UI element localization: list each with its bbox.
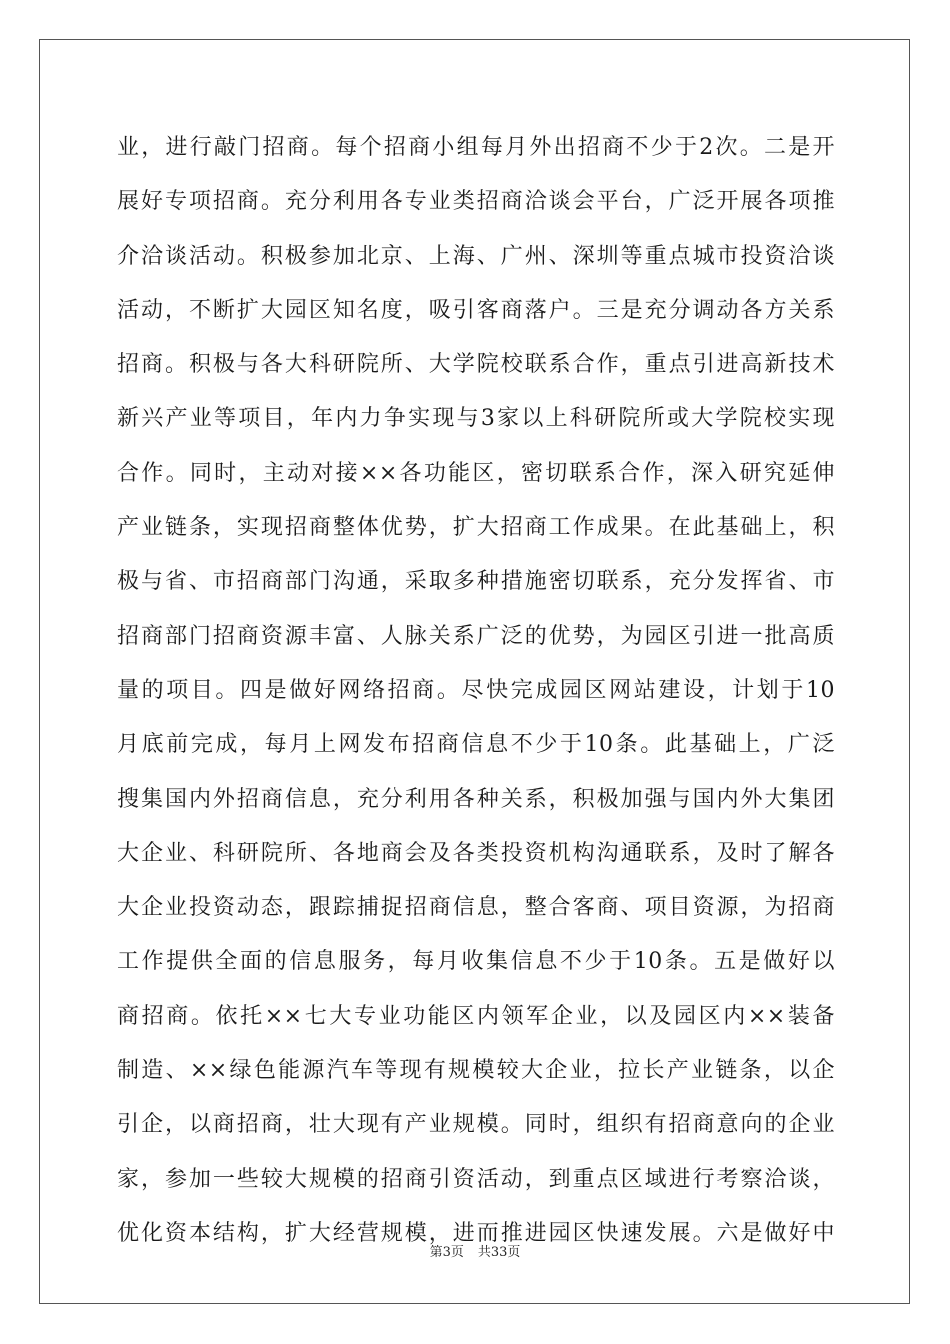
body-line: 合作。同时，主动对接××各功能区，密切联系合作，深入研究延伸: [117, 460, 835, 486]
body-line: 家，参加一些较大规模的招商引资活动，到重点区域进行考察洽谈，: [117, 1166, 835, 1192]
body-line: 活动，不断扩大园区知名度，吸引客商落户。三是充分调动各方关系: [117, 297, 835, 323]
body-line: 大企业投资动态，跟踪捕捉招商信息，整合客商、项目资源，为招商: [117, 895, 835, 921]
body-line: 极与省、市招商部门沟通，采取多种措施密切联系，充分发挥省、市: [117, 569, 835, 595]
page-footer: [0, 1241, 950, 1260]
body-line: 招商部门招商资源丰富、人脉关系广泛的优势，为园区引进一批高质: [117, 623, 835, 649]
body-line: 商招商。依托××七大专业功能区内领军企业，以及园区内××装备: [117, 1003, 835, 1029]
body-line: 新兴产业等项目，年内力争实现与3家以上科研院所或大学院校实现: [117, 406, 835, 432]
body-line: 业，进行敲门招商。每个招商小组每月外出招商不少于2次。二是开: [117, 135, 835, 160]
body-line: 制造、××绿色能源汽车等现有规模较大企业，拉长产业链条，以企: [117, 1058, 835, 1084]
body-line: 展好专项招商。充分利用各专业类招商洽谈会平台，广泛开展各项推: [117, 189, 835, 215]
body-line: 月底前完成，每月上网发布招商信息不少于10条。此基础上，广泛: [117, 732, 835, 758]
body-line: 介洽谈活动。积极参加北京、上海、广州、深圳等重点城市投资洽谈: [117, 243, 835, 269]
body-line: 引企，以商招商，壮大现有产业规模。同时，组织有招商意向的企业: [117, 1112, 835, 1138]
document-body: [117, 121, 835, 1261]
body-line: 搜集国内外招商信息，充分利用各种关系，积极加强与国内外大集团: [117, 786, 835, 812]
body-line: 优化资本结构，扩大经营规模，进而推进园区快速发展。六是做好中: [117, 1220, 835, 1246]
body-line: 量的项目。四是做好网络招商。尽快完成园区网站建设，计划于10: [117, 677, 835, 703]
body-line: 工作提供全面的信息服务，每月收集信息不少于10条。五是做好以: [117, 949, 835, 975]
body-line: 大企业、科研院所、各地商会及各类投资机构沟通联系，及时了解各: [117, 840, 835, 866]
body-line: 产业链条，实现招商整体优势，扩大招商工作成果。在此基础上，积: [117, 515, 835, 541]
page-total: 共33页: [477, 1245, 521, 1260]
body-line: 招商。积极与各大科研院所、大学院校联系合作，重点引进高新技术: [117, 352, 835, 378]
page-number: 第3页: [429, 1245, 464, 1260]
